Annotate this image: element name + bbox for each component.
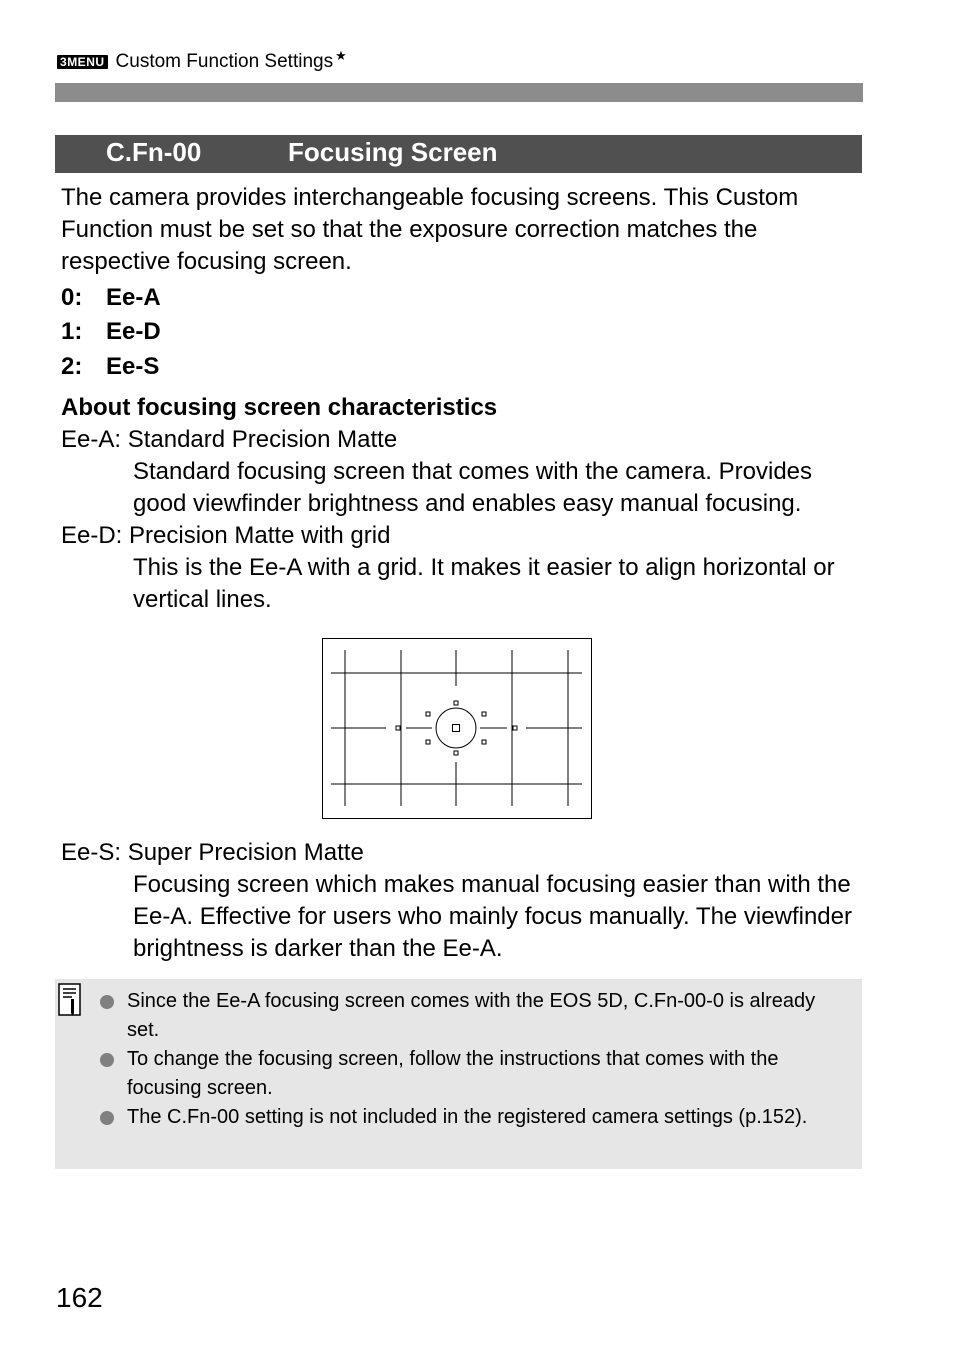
characteristic-description: This is the Ee-A with a grid. It makes it easier to align horizontal or vertical lines. — [133, 554, 835, 613]
bullet-icon — [100, 1053, 114, 1067]
characteristic-description: Focusing screen which makes manual focusing easier than with the Ee-A. Effective for users who mainly focus manually. The viewfinder brightness is darker than the Ee-A. — [133, 871, 852, 962]
note-text: Since the Ee-A focusing screen comes with the EOS 5D, C.Fn-00-0 is already set. — [127, 990, 816, 1041]
section-title: Focusing Screen — [288, 137, 498, 167]
option-item — [61, 316, 161, 348]
about-heading: About focusing screen characteristics — [61, 394, 498, 421]
intro-paragraph: The camera provides interchangeable focusing screens. This Custom Function must be set so that the exposure correction matches the respective focusing screen. — [61, 184, 799, 275]
star-icon: ★ — [335, 48, 347, 63]
focusing-screen-grid-diagram — [322, 638, 592, 819]
note-item — [100, 1103, 840, 1132]
option-item — [61, 351, 159, 383]
characteristic-description: Standard focusing screen that comes with the camera. Provides good viewfinder brightness and enables easy manual focusing. — [133, 458, 813, 517]
section-title-bar — [55, 135, 862, 173]
notes-box — [55, 979, 862, 1169]
characteristic-label: Ee-D: Precision Matte with grid — [61, 522, 391, 549]
option-item — [61, 282, 161, 314]
option-number: 2: — [61, 353, 83, 380]
memo-icon — [58, 983, 82, 1017]
note-text: The C.Fn-00 setting is not included in the registered camera settings (p.152). — [127, 1106, 808, 1128]
menu-tab-icon: 3MENU — [57, 55, 108, 69]
note-text: To change the focusing screen, follow the instructions that comes with the focusing screen. — [127, 1048, 779, 1099]
option-label: Ee-A — [106, 284, 161, 311]
option-number: 1: — [61, 318, 83, 345]
header-divider-bar — [55, 83, 863, 102]
running-header — [57, 50, 347, 74]
note-item — [100, 1045, 840, 1103]
note-item — [100, 987, 840, 1045]
running-header-title: Custom Function Settings — [115, 51, 334, 72]
characteristic-label: Ee-S: Super Precision Matte — [61, 839, 364, 866]
section-code: C.Fn-00 — [106, 137, 202, 167]
page-number: 162 — [56, 1282, 103, 1313]
option-number: 0: — [61, 284, 83, 311]
notes-list — [100, 987, 840, 1132]
bullet-icon — [100, 995, 114, 1009]
option-label: Ee-S — [106, 353, 160, 380]
option-label: Ee-D — [106, 318, 161, 345]
characteristic-label: Ee-A: Standard Precision Matte — [61, 426, 398, 453]
bullet-icon — [100, 1111, 114, 1125]
